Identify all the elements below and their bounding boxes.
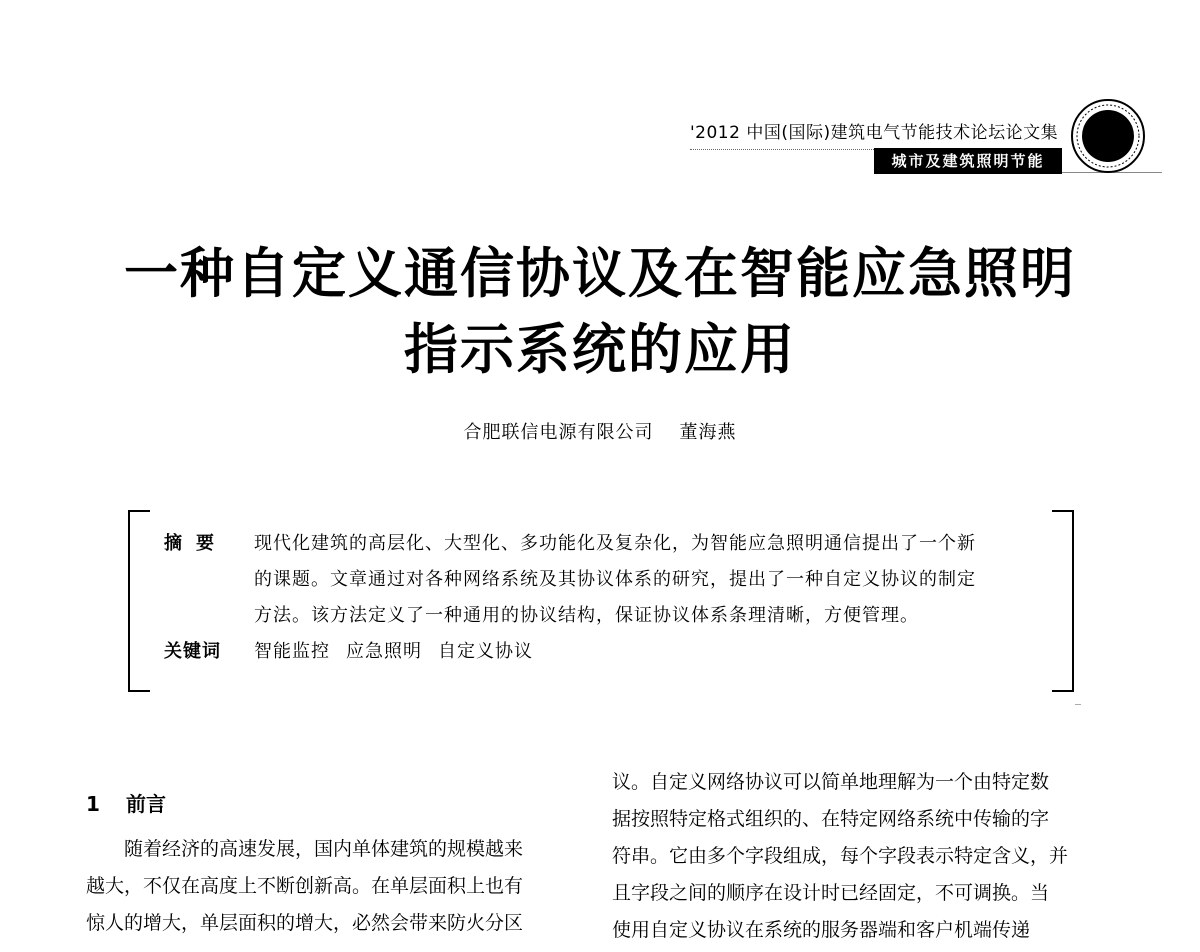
keywords-text (254, 634, 1064, 670)
body-line: 据按照特定格式组织的、在特定网络系统中传输的字 (612, 808, 1050, 830)
title-line-1: 一种自定义通信协议及在智能应急照明 (124, 242, 1076, 305)
margin-mark (1075, 704, 1081, 705)
body-line: 且字段之间的顺序在设计时已经固定，不可调换。当 (612, 882, 1050, 904)
author-organization: 合肥联信电源有限公司 (463, 422, 654, 443)
body-paragraph (86, 831, 590, 942)
abstract-line: 现代化建筑的高层化、大型化、多功能化及复杂化，为智能应急照明通信提出了一个新 (254, 533, 976, 554)
conference-seal-icon (1070, 98, 1146, 174)
keywords-label: 关键词 (164, 641, 221, 662)
keyword: 应急照明 (346, 641, 422, 662)
abstract-row (164, 526, 1064, 634)
section-heading (86, 788, 590, 817)
title-line-2: 指示系统的应用 (404, 318, 796, 381)
body-line: 越大，不仅在高度上不断创新高。在单层面积上也有 (86, 875, 524, 897)
keywords-row (164, 634, 1064, 670)
body-line: 惊人的增大，单层面积的增大，必然会带来防火分区 (86, 912, 524, 934)
keyword: 自定义协议 (438, 641, 533, 662)
abstract-label: 摘要 (164, 533, 228, 554)
abstract-line: 的课题。文章通过对各种网络系统及其协议体系的研究，提出了一种自定义协议的制定 (254, 569, 976, 590)
section-title: 前言 (126, 792, 166, 816)
body-line: 随着经济的高速发展，国内单体建筑的规模越来 (124, 838, 524, 860)
author-name: 董海燕 (679, 422, 737, 443)
abstract-text (254, 526, 1064, 634)
byline (0, 418, 1200, 444)
body-line: 符串。它由多个字段组成，每个字段表示特定含义，并 (612, 845, 1069, 867)
right-column (612, 764, 1118, 949)
abstract-box (164, 526, 1064, 670)
paper-title (0, 236, 1200, 388)
section-label: 城市及建筑照明节能 (874, 148, 1062, 174)
abstract-line: 方法。该方法定义了一种通用的协议结构，保证协议体系条理清晰，方便管理。 (254, 605, 919, 626)
body-line: 使用自定义协议在系统的服务器端和客户机端传递 (612, 919, 1031, 941)
body-line: 议。自定义网络协议可以简单地理解为一个由特定数 (612, 771, 1050, 793)
abstract-bracket-left (128, 510, 150, 692)
left-column (86, 766, 590, 942)
keyword: 智能监控 (254, 641, 330, 662)
section-number: 1 (86, 792, 100, 816)
conference-title: '2012 中国(国际)建筑电气节能技术论坛论文集 (690, 123, 1059, 143)
